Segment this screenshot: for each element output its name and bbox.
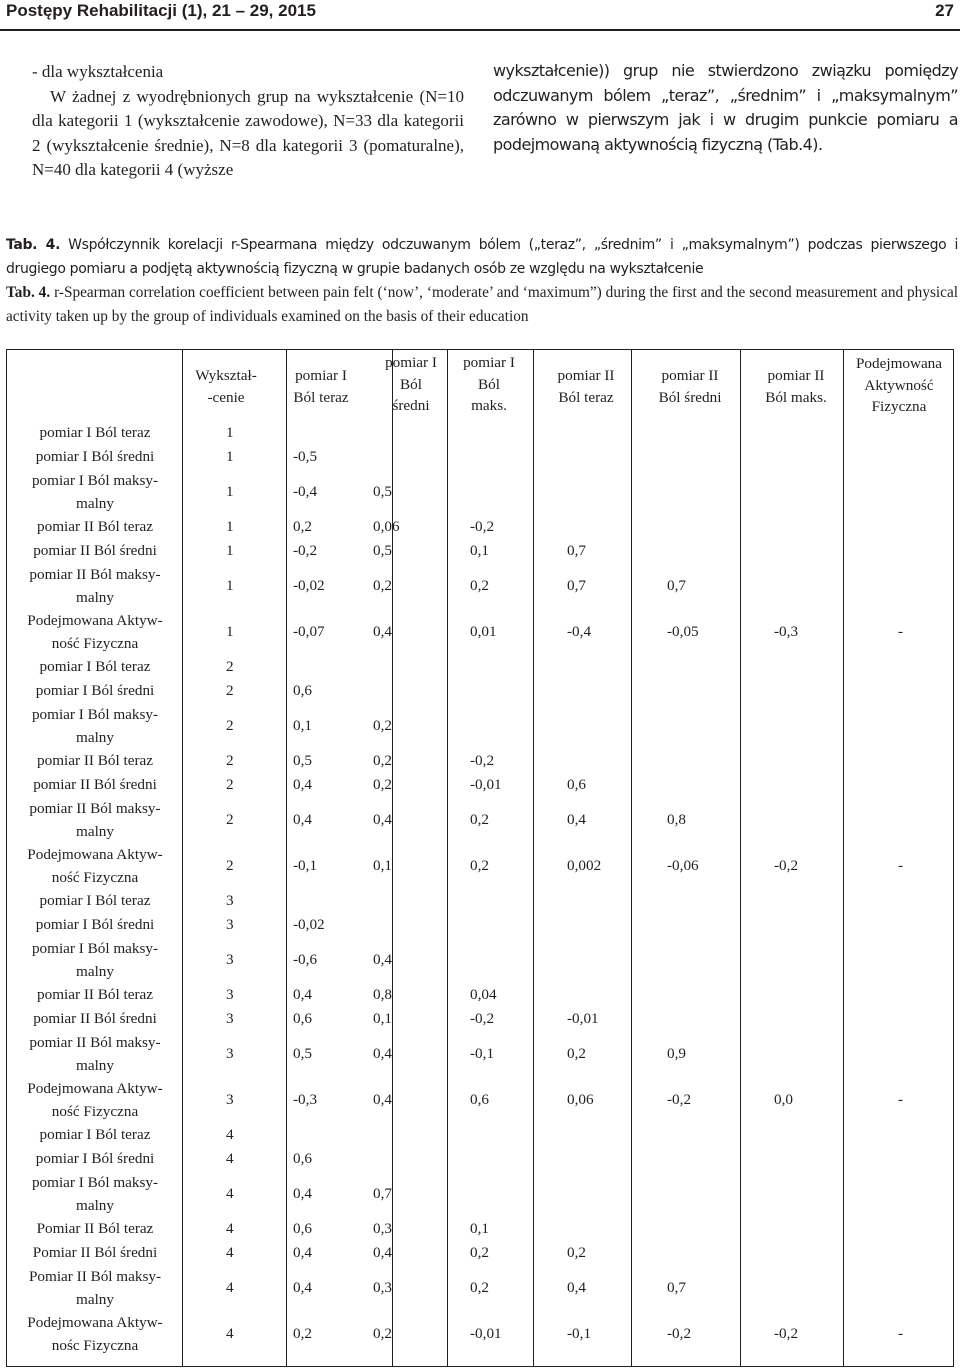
- correlation-value-cell: 0,2: [470, 811, 489, 828]
- caption-polish: [6, 233, 958, 281]
- caption-english: [6, 281, 958, 329]
- education-category-cell: 4: [226, 1150, 234, 1167]
- correlation-value-cell: 0,7: [567, 577, 586, 594]
- correlation-value-cell: -0,3: [774, 623, 799, 640]
- correlation-value-cell: -0,05: [667, 623, 699, 640]
- correlation-value-cell: 0,2: [373, 1325, 392, 1342]
- row-label: Podejmowana Aktyw- ność Fizyczna: [27, 612, 163, 652]
- page-header: [0, 0, 960, 30]
- education-category-cell: 2: [226, 811, 234, 828]
- correlation-value-cell: 0,4: [373, 951, 392, 968]
- left-text-column: [32, 60, 464, 183]
- column-header: pomiar I Ból średni: [385, 354, 437, 414]
- correlation-value-cell: -0,6: [293, 951, 318, 968]
- correlation-value-cell: -0,01: [567, 1010, 599, 1027]
- correlation-value-cell: 0,2: [373, 752, 392, 769]
- education-category-cell: 3: [226, 892, 234, 909]
- row-label: pomiar II Ból średni: [33, 542, 157, 559]
- education-category-cell: 4: [226, 1279, 234, 1296]
- correlation-value-cell: 0,2: [470, 577, 489, 594]
- correlation-value-cell: 0,2: [373, 776, 392, 793]
- correlation-value-cell: 0,04: [470, 986, 497, 1003]
- education-category-cell: 4: [226, 1244, 234, 1261]
- correlation-value-cell: -0,5: [293, 448, 318, 465]
- correlation-value-cell: 0,4: [293, 811, 312, 828]
- correlation-value-cell: 0,1: [470, 542, 489, 559]
- header-divider: [0, 29, 960, 31]
- correlation-value-cell: -0,2: [667, 1325, 692, 1342]
- row-label: pomiar II Ból maksy- malny: [29, 1034, 161, 1074]
- row-label: Podejmowana Aktyw- nośc Fizyczna: [27, 1314, 163, 1354]
- correlation-value-cell: 0,3: [373, 1279, 392, 1296]
- education-category-cell: 1: [226, 577, 234, 594]
- correlation-value-cell: 0,01: [470, 623, 497, 640]
- correlation-value-cell: 0,5: [293, 1045, 312, 1062]
- correlation-value-cell: 0,7: [667, 1279, 686, 1296]
- caption-polish-label: Tab. 4.: [6, 237, 61, 253]
- education-category-cell: 3: [226, 1091, 234, 1108]
- row-label: Pomiar II Ból maksy- malny: [28, 1268, 162, 1308]
- correlation-value-cell: 0,8: [667, 811, 686, 828]
- education-category-cell: 3: [226, 1045, 234, 1062]
- correlation-value-cell: 0,1: [470, 1220, 489, 1237]
- correlation-value-cell: 0,2: [373, 577, 392, 594]
- correlation-value-cell: 0,8: [373, 986, 392, 1003]
- left-paragraph: W żadnej z wyodrębnionych grup na wykształcenie (N=10 dla kategorii 1 (wykształcenie zawodowe), N=33 dla kategorii 2 (wykształcenie średnie), N=8 dla kategorii 3 (pomaturalne), N=40 dla kategorii 4 (wyższe: [32, 86, 464, 179]
- education-category-cell: 1: [226, 542, 234, 559]
- row-label: Podejmowana Aktyw- ność Fizyczna: [27, 846, 163, 886]
- correlation-value-cell: 0,4: [373, 623, 392, 640]
- correlation-value-cell: -0,02: [293, 916, 325, 933]
- education-category-cell: 2: [226, 857, 234, 874]
- education-category-cell: 1: [226, 483, 234, 500]
- column-header: pomiar II Ból średni: [658, 367, 722, 406]
- correlation-value-cell: 0,4: [293, 776, 312, 793]
- correlation-value-cell: 0,4: [373, 1244, 392, 1261]
- correlation-value-cell: 0,6: [567, 776, 586, 793]
- correlation-value-cell: -0,01: [470, 776, 502, 793]
- correlation-value-cell: -0,06: [667, 857, 699, 874]
- correlation-value-cell: -0,2: [774, 1325, 799, 1342]
- education-category-cell: 2: [226, 776, 234, 793]
- correlation-value-cell: -0,02: [293, 577, 325, 594]
- correlation-value-cell: 0,7: [567, 542, 586, 559]
- table-column-rule: [392, 350, 393, 1366]
- education-category-cell: 1: [226, 448, 234, 465]
- row-label: pomiar I Ból średni: [35, 1150, 155, 1167]
- education-category-cell: 2: [226, 682, 234, 699]
- education-category-cell: 2: [226, 752, 234, 769]
- correlation-value-cell: 0,4: [567, 1279, 586, 1296]
- correlation-value-cell: 0,3: [373, 1220, 392, 1237]
- row-label: pomiar I Ból maksy- malny: [31, 706, 159, 746]
- row-label: Pomiar II Ból średni: [32, 1244, 158, 1261]
- caption-english-label: Tab. 4.: [6, 284, 51, 301]
- row-label: pomiar I Ból średni: [35, 682, 155, 699]
- column-header: pomiar I Ból teraz: [293, 367, 349, 406]
- row-label: pomiar I Ból teraz: [39, 1126, 151, 1143]
- correlation-value-cell: 0,9: [667, 1045, 686, 1062]
- row-label: pomiar II Ból średni: [33, 1010, 157, 1027]
- correlation-value-cell: 0,4: [293, 1244, 312, 1261]
- right-text-column: [493, 59, 958, 157]
- education-category-cell: 4: [226, 1220, 234, 1237]
- correlation-value-cell: -0,01: [470, 1325, 502, 1342]
- column-header: pomiar II Ból teraz: [557, 367, 615, 406]
- section-subheading: - dla wykształcenia: [32, 62, 164, 81]
- table-caption: [6, 233, 958, 329]
- row-label: pomiar II Ból maksy- malny: [29, 800, 161, 840]
- correlation-value-cell: 0,7: [373, 1185, 392, 1202]
- correlation-table: [6, 349, 954, 1367]
- education-category-cell: 3: [226, 951, 234, 968]
- caption-english-text: r-Spearman correlation coefficient between pain felt (‘now’, ‘moderate’ and ‘maximum”) during the first and the second measurement and physical activity taken up by the group of individuals examined on the basis of their education: [6, 284, 958, 325]
- table-column-rule: [843, 350, 844, 1366]
- education-category-cell: 3: [226, 986, 234, 1003]
- correlation-value-cell: 0,7: [667, 577, 686, 594]
- education-category-cell: 1: [226, 518, 234, 535]
- row-label: pomiar I Ból maksy- malny: [31, 472, 159, 512]
- correlation-value-cell: 0,2: [470, 1244, 489, 1261]
- correlation-value-cell: 0,4: [293, 986, 312, 1003]
- education-category-cell: 3: [226, 1010, 234, 1027]
- correlation-value-cell: -0,1: [293, 857, 318, 874]
- row-label: pomiar I Ból teraz: [39, 892, 151, 909]
- correlation-value-cell: 0,6: [293, 1010, 312, 1027]
- correlation-value-cell: 0,2: [470, 1279, 489, 1296]
- education-category-cell: 1: [226, 623, 234, 640]
- table-column-rule: [447, 350, 448, 1366]
- education-category-cell: 4: [226, 1325, 234, 1342]
- row-label: pomiar II Ból teraz: [37, 518, 153, 535]
- correlation-value-cell: 0,2: [293, 1325, 312, 1342]
- correlation-value-cell: 0,2: [373, 717, 392, 734]
- correlation-value-cell: -0,07: [293, 623, 325, 640]
- row-label: pomiar I Ból teraz: [39, 658, 151, 675]
- correlation-value-cell: 0,4: [373, 1091, 392, 1108]
- correlation-value-cell: -0,2: [293, 542, 318, 559]
- correlation-value-cell: -: [898, 623, 904, 640]
- row-label: pomiar I Ból maksy- malny: [31, 1174, 159, 1214]
- row-label: pomiar I Ból średni: [35, 916, 155, 933]
- correlation-value-cell: 0,6: [293, 1220, 312, 1237]
- correlation-value-cell: 0,2: [567, 1045, 586, 1062]
- correlation-value-cell: -: [898, 1325, 904, 1342]
- correlation-value-cell: 0,2: [567, 1244, 586, 1261]
- correlation-value-cell: 0,06: [567, 1091, 594, 1108]
- row-label: Pomiar II Ból teraz: [36, 1220, 154, 1237]
- row-label: pomiar I Ból średni: [35, 448, 155, 465]
- correlation-value-cell: -0,1: [470, 1045, 495, 1062]
- correlation-value-cell: 0,4: [567, 811, 586, 828]
- correlation-value-cell: 0,0: [774, 1091, 793, 1108]
- row-label: pomiar II Ból średni: [33, 776, 157, 793]
- row-label: pomiar II Ból teraz: [37, 752, 153, 769]
- correlation-value-cell: 0,6: [293, 1150, 312, 1167]
- column-header: Wykształ- -cenie: [195, 367, 257, 406]
- correlation-value-cell: 0,6: [470, 1091, 489, 1108]
- journal-title: Postępy Rehabilitacji (1), 21 – 29, 2015: [6, 1, 316, 20]
- correlation-value-cell: -0,2: [774, 857, 799, 874]
- row-label: pomiar II Ból maksy- malny: [29, 566, 161, 606]
- correlation-value-cell: -: [898, 1091, 904, 1108]
- education-category-cell: 2: [226, 717, 234, 734]
- correlation-value-cell: 0,1: [373, 857, 392, 874]
- right-paragraph: wykształcenie)) grup nie stwierdzono związku pomiędzy odczuwanym bólem „teraz”, „średnim” i „maksymalnym” zarówno w pierwszym jak i w drugim punkcie pomiaru a podejmowaną aktywnością fizyczną (Tab.4).: [493, 61, 958, 154]
- correlation-value-cell: -0,4: [567, 623, 592, 640]
- correlation-value-cell: -: [898, 857, 904, 874]
- correlation-value-cell: -0,2: [470, 518, 495, 535]
- correlation-value-cell: 0,6: [293, 682, 312, 699]
- correlation-value-cell: -0,2: [470, 752, 495, 769]
- correlation-value-cell: 0,5: [293, 752, 312, 769]
- education-category-cell: 1: [226, 424, 234, 441]
- correlation-value-cell: -0,3: [293, 1091, 318, 1108]
- correlation-value-cell: 0,1: [373, 1010, 392, 1027]
- education-category-cell: 3: [226, 916, 234, 933]
- row-label: pomiar I Ból maksy- malny: [31, 940, 159, 980]
- correlation-value-cell: 0,4: [293, 1279, 312, 1296]
- correlation-value-cell: 0,4: [373, 811, 392, 828]
- table-column-rule: [533, 350, 534, 1366]
- correlation-value-cell: 0,2: [470, 857, 489, 874]
- column-header: Podejmowana Aktywność Fizyczna: [855, 355, 943, 415]
- caption-polish-text: Współczynnik korelacji r-Spearmana między odczuwanym bólem („teraz”, „średnim” i „maksymalnym”) podczas pierwszego i drugiego pomiaru a podjętą aktywnością fizyczną w grupie badanych osób ze względu na wykształcenie: [6, 237, 958, 277]
- correlation-value-cell: 0,002: [567, 857, 602, 874]
- row-label: pomiar I Ból teraz: [39, 424, 151, 441]
- correlation-value-cell: 0,06: [373, 518, 400, 535]
- correlation-value-cell: -0,2: [667, 1091, 692, 1108]
- correlation-value-cell: 0,4: [293, 1185, 312, 1202]
- table-column-rule: [286, 350, 287, 1366]
- row-label: Podejmowana Aktyw- ność Fizyczna: [27, 1080, 163, 1120]
- correlation-value-cell: 0,5: [373, 483, 392, 500]
- correlation-value-cell: 0,5: [373, 542, 392, 559]
- education-category-cell: 4: [226, 1126, 234, 1143]
- correlation-value-cell: 0,1: [293, 717, 312, 734]
- correlation-value-cell: -0,1: [567, 1325, 592, 1342]
- education-category-cell: 2: [226, 658, 234, 675]
- column-header: pomiar II Ból maks.: [765, 367, 827, 406]
- correlation-value-cell: -0,4: [293, 483, 318, 500]
- correlation-value-cell: -0,2: [470, 1010, 495, 1027]
- education-category-cell: 4: [226, 1185, 234, 1202]
- table-column-rule: [182, 350, 183, 1366]
- page-number: 27: [935, 1, 954, 20]
- column-header: pomiar I Ból maks.: [463, 354, 515, 414]
- correlation-value-cell: 0,2: [293, 518, 312, 535]
- table-column-rule: [631, 350, 632, 1366]
- row-label: pomiar II Ból teraz: [37, 986, 153, 1003]
- correlation-value-cell: 0,4: [373, 1045, 392, 1062]
- table-column-rule: [740, 350, 741, 1366]
